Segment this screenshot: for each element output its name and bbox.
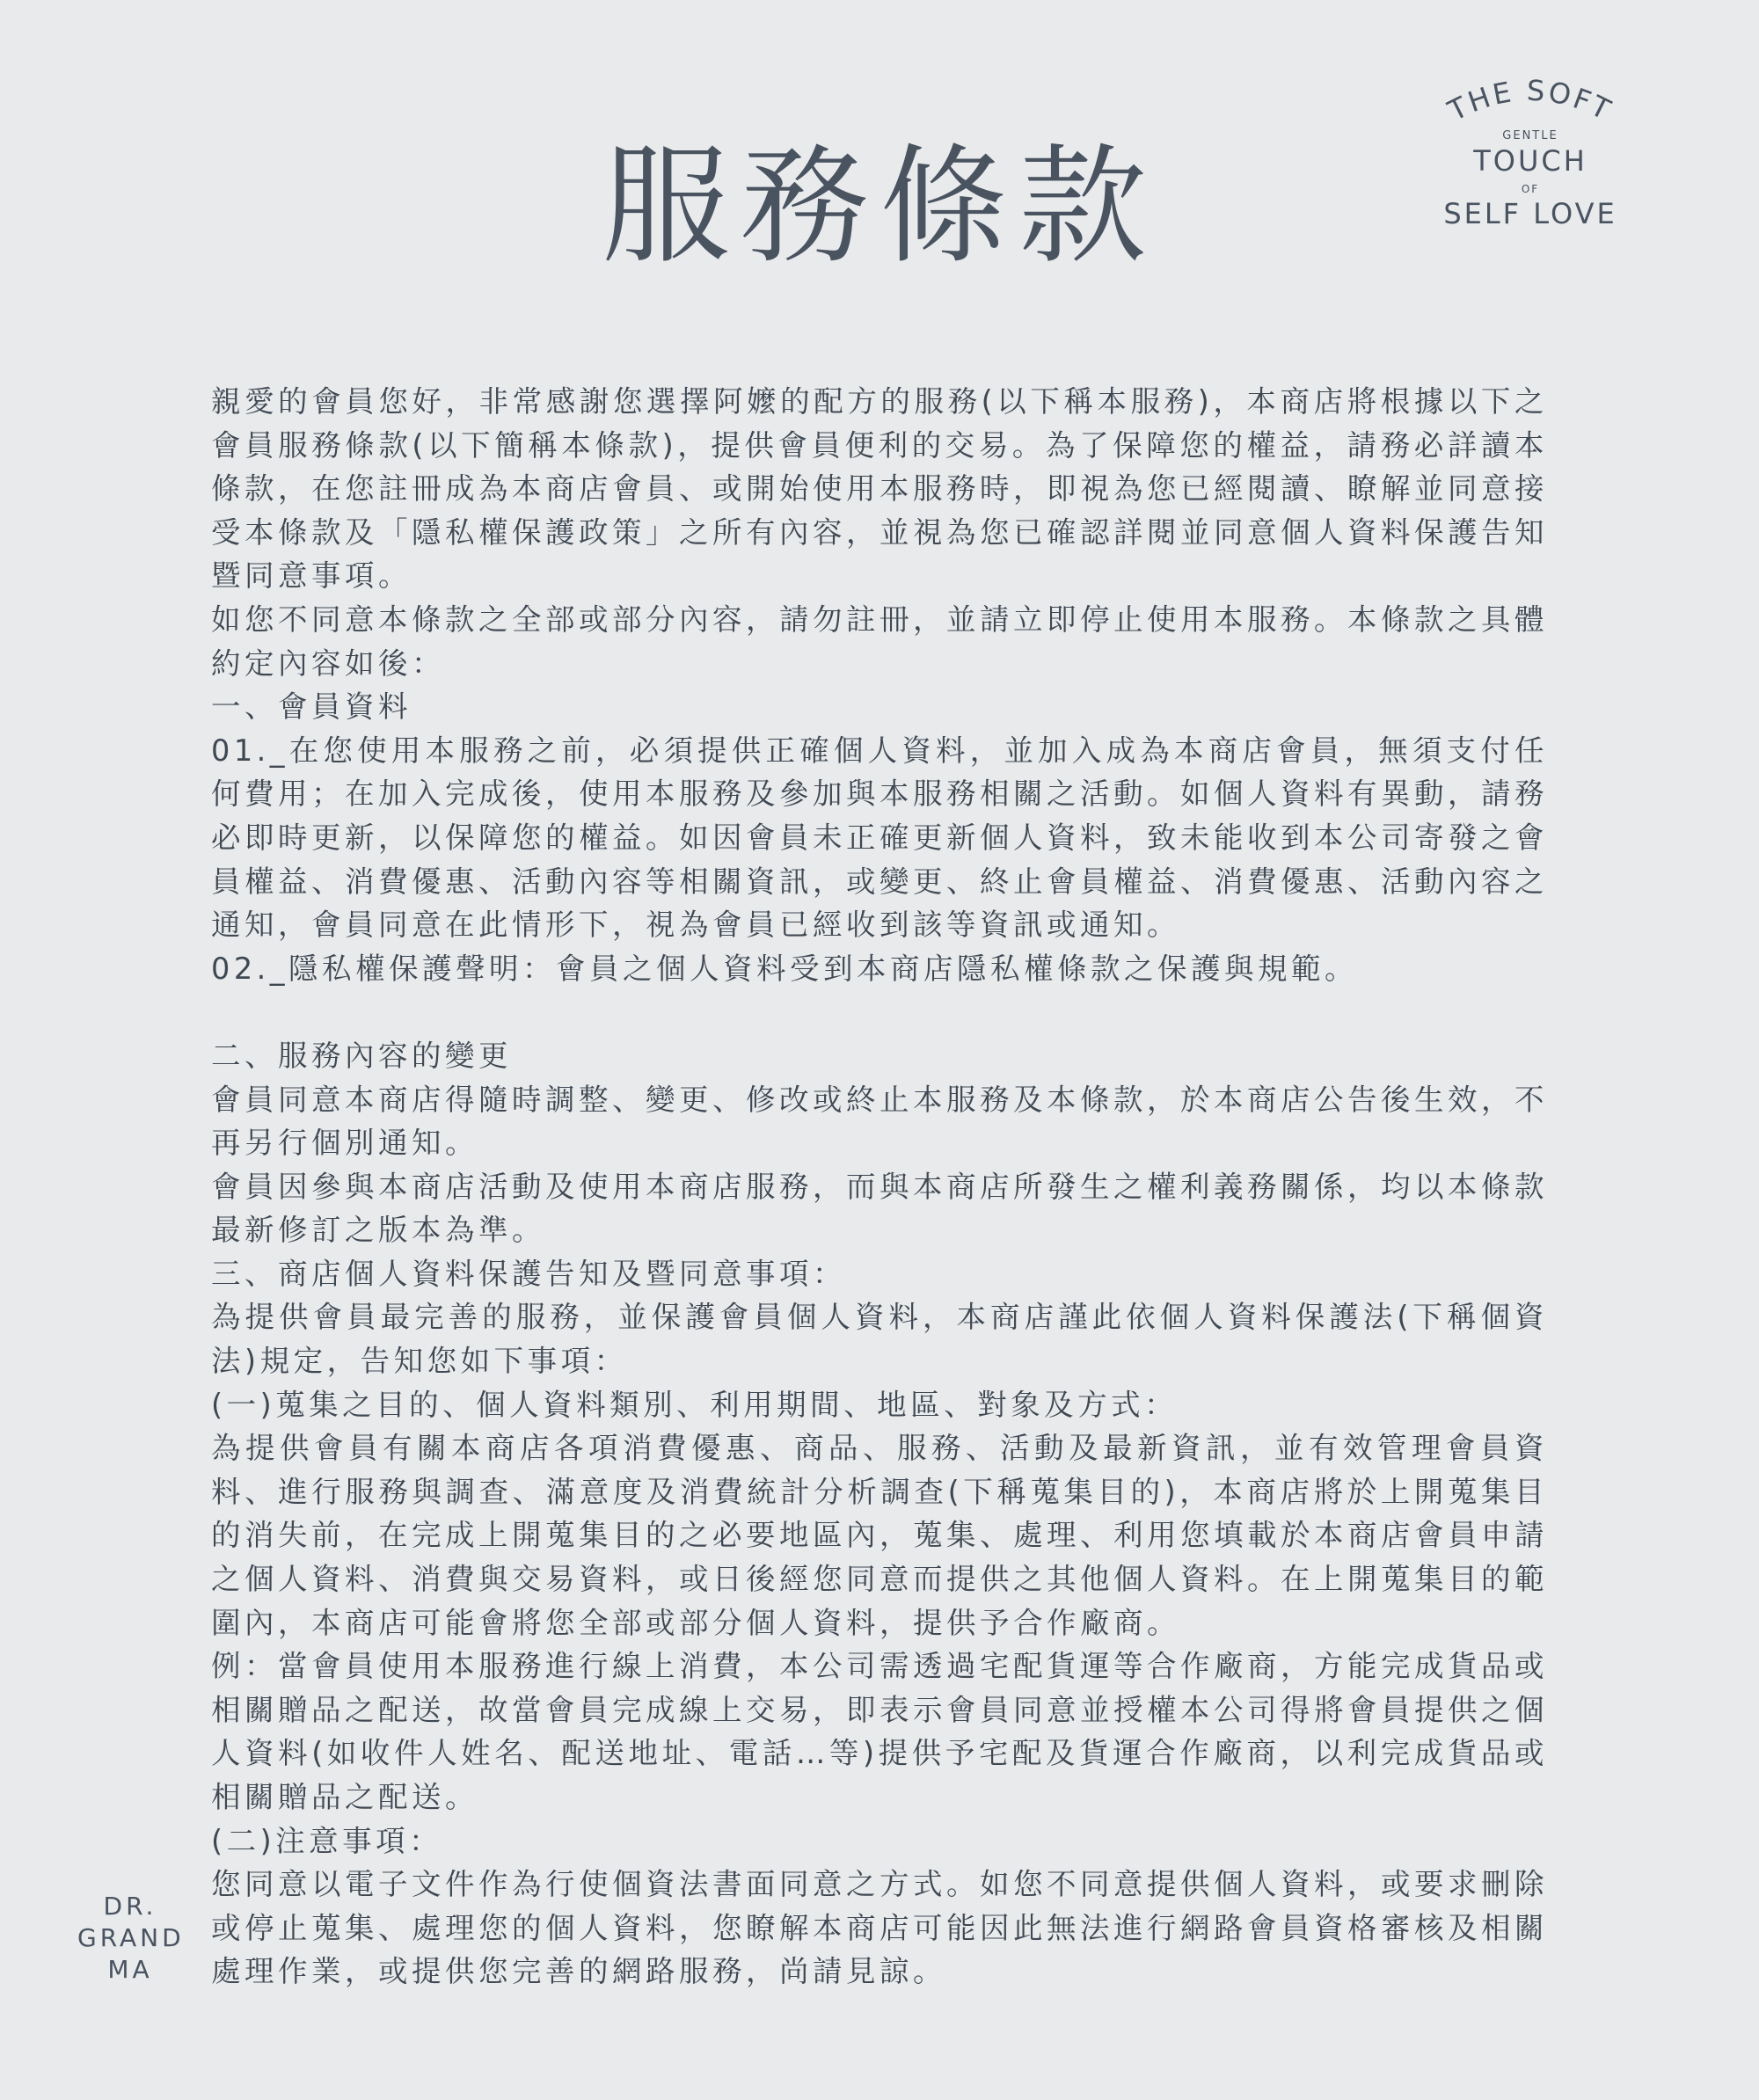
- blank-line: [211, 990, 1548, 1034]
- brand-line-2: GENTLE: [1502, 129, 1558, 142]
- paragraph-collection-purpose: 為提供會員有關本商店各項消費優惠、商品、服務、活動及最新資訊，並有效管理會員資料、進行服務與調查、滿意度及消費統計分析調查(下稱蒐集目的)，本商店將於上開蒐集目的消失前，在完成上開蒐集目的之必要地區內，蒐集、處理、利用您填載於本商店會員申請之個人資料、消費與交易資料，或日後經您同意而提供之其他個人資料。在上開蒐集目的範圍內，本商店可能會將您全部或部分個人資料，提供予合作廠商。: [211, 1431, 1548, 1640]
- paragraph-example: 例：當會員使用本服務進行線上消費，本公司需透過宅配貨運等合作廠商，方能完成貨品或相關贈品之配送，故當會員完成線上交易，即表示會員同意並授權本公司得將會員提供之個人資料(如收件人姓名、配送地址、電話…等)提供予宅配及貨運合作廠商，以利完成貨品或相關贈品之配送。: [211, 1649, 1548, 1814]
- paragraph-rights-obligations: 會員因參與本商店活動及使用本商店服務，而與本商店所發生之權利義務關係，均以本條款最新修訂之版本為準。: [211, 1169, 1548, 1248]
- paragraph-service-change: 會員同意本商店得隨時調整、變更、修改或終止本服務及本條款，於本商店公告後生效，不再另行個別通知。: [211, 1082, 1548, 1161]
- brand-arc-text: [1442, 70, 1618, 123]
- brand-line-5: SELF LOVE: [1443, 197, 1617, 230]
- paragraph-intro: 親愛的會員您好，非常感謝您選擇阿嬤的配方的服務(以下稱本服務)，本商店將根據以下之會員服務條款(以下簡稱本條款)，提供會員便利的交易。為了保障您的權益，請務必詳讀本條款，在您註冊成為本商店會員、或開始使用本服務時，即視為您已經閱讀、瞭解並同意接受本條款及「隱私權保護政策」之所有內容，並視為您已確認詳閱並同意個人資料保護告知暨同意事項。: [211, 384, 1548, 594]
- svg-text:THE SOFT: [1442, 74, 1618, 123]
- footer-logo: [77, 1891, 183, 1986]
- terms-content: [211, 380, 1548, 1994]
- section-heading-privacy-notice: 三、商店個人資料保護告知及暨同意事項：: [211, 1256, 846, 1291]
- brand-line-4: OF: [1521, 183, 1540, 195]
- subheading-collection-purpose: (一)蒐集之目的、個人資料類別、利用期間、地區、對象及方式：: [211, 1387, 1179, 1422]
- brand-line-1: THE SOFT: [1442, 73, 1618, 123]
- footer-logo-line-2: GRAND: [77, 1923, 185, 1952]
- page-title: 服務條款: [602, 132, 1157, 281]
- paragraph-notes: 您同意以電子文件作為行使個資法書面同意之方式。如您不同意提供個人資料，或要求刪除或停止蒐集、處理您的個人資料，您瞭解本商店可能因此無法進行網路會員資格審核及相關處理作業，或提供您完善的網路服務，尚請見諒。: [211, 1867, 1548, 1989]
- footer-logo-line-1: DR.: [103, 1892, 157, 1921]
- footer-logo-line-3: MA: [107, 1955, 153, 1984]
- paragraph-disagree: 如您不同意本條款之全部或部分內容，請勿註冊，並請立即停止使用本服務。本條款之具體約定內容如後：: [211, 602, 1548, 681]
- brand-line-3: TOUCH: [1473, 144, 1587, 178]
- section-heading-service-change: 二、服務內容的變更: [211, 1038, 512, 1073]
- paragraph-item-01: 01._在您使用本服務之前，必須提供正確個人資料，並加入成為本商店會員，無須支付任何費用；在加入完成後，使用本服務及參加與本服務相關之活動。如個人資料有異動，請務必即時更新，以保障您的權益。如因會員未正確更新個人資料，致未能收到本公司寄發之會員權益、消費優惠、活動內容等相關資訊，或變更、終止會員權益、消費優惠、活動內容之通知，會員同意在此情形下，視為會員已經收到該等資訊或通知。: [211, 733, 1548, 943]
- subheading-notes: (二)注意事項：: [211, 1823, 443, 1858]
- paragraph-item-02: 02._隱私權保護聲明：會員之個人資料受到本商店隱私權條款之保護與規範。: [211, 951, 1359, 986]
- paragraph-privacy-intro: 為提供會員最完善的服務，並保護會員個人資料，本商店謹此依個人資料保護法(下稱個資法)規定，告知您如下事項：: [211, 1300, 1548, 1379]
- section-heading-member-data: 一、會員資料: [211, 689, 412, 725]
- brand-mark: [1442, 70, 1618, 230]
